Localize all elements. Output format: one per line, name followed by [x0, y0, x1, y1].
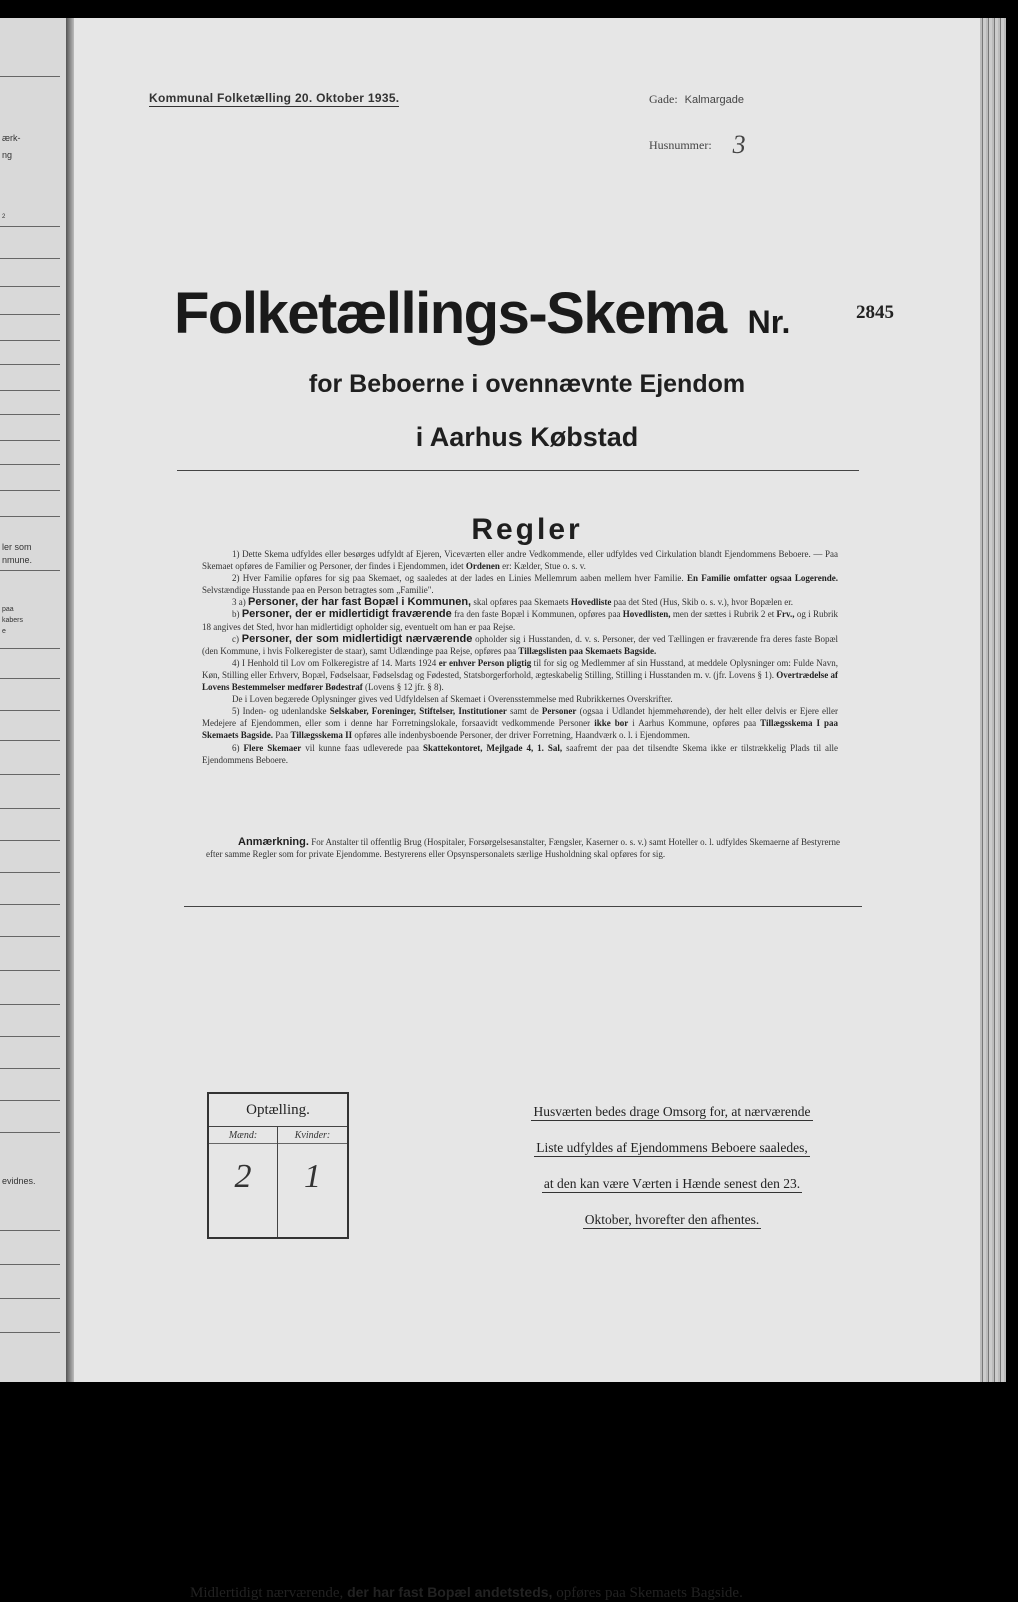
men-label: Mænd:	[209, 1127, 277, 1144]
women-count: 1	[304, 1158, 321, 1195]
rule-5: 5) Inden- og udenlandske Selskaber, Foreninger, Stiftelser, Institutioner samt de Personer (ogsaa i Udlandet hjemmehørende), der helt eller delvis er Ejere eller Medejere af Ejendommen, eller som i denne har Forretningslokale, forsaavidt vedkommende Personer ikke bor i Aarhus Kommune, opføres paa Tillægsskema I paa Skemaets Bagside. Paa Tillægsskema II opføres alle indenbysboende Personer, der driver Forretning, Haandværk o. l. i Ejendommen.	[202, 706, 839, 741]
form-line	[0, 1230, 60, 1231]
form-line	[0, 1100, 60, 1101]
rule-2: 2) Hver Familie opføres for sig paa Skemaet, og saaledes at der lades en Linies Mellemrum aaben mellem hver Familie. En Familie omfatter ogsaa Logerende. Selvstændige Husstande paa en Person betragtes som „Familie".	[202, 573, 838, 596]
book-spine	[66, 18, 74, 1382]
form-line	[0, 516, 60, 517]
street-field	[649, 92, 744, 107]
women-column	[278, 1127, 347, 1237]
notice-line: Oktober, hvorefter den afhentes.	[584, 1212, 760, 1227]
form-title	[174, 280, 790, 347]
form-line	[0, 490, 60, 491]
form-line	[0, 1004, 60, 1005]
left-fragment: 2	[2, 214, 6, 220]
form-line	[0, 678, 60, 679]
rule-3a: 3 a) Personer, der har fast Bopæl i Kommunen, skal opføres paa Skemaets Hovedliste paa det Sted (Hus, Skib o. s. v.), hvor Bopælen er.	[232, 596, 793, 609]
divider	[184, 906, 862, 907]
form-subtitle: for Beboerne i ovennævnte Ejendom	[308, 370, 746, 398]
page-edges	[980, 18, 1006, 1382]
footer-pre: Midlertidigt nærværende,	[190, 1585, 344, 1601]
form-line	[0, 1132, 60, 1133]
notice-line: at den kan være Værten i Hænde senest den 23.	[543, 1176, 801, 1191]
count-box-title: Optælling.	[209, 1094, 347, 1127]
house-number-label: Husnummer:	[649, 138, 712, 152]
form-line	[0, 740, 60, 741]
form-line	[0, 840, 60, 841]
form-line	[0, 1332, 60, 1333]
form-line	[0, 314, 60, 315]
adjacent-left-page	[0, 18, 66, 1382]
form-line	[0, 390, 60, 391]
form-line	[0, 904, 60, 905]
form-line	[0, 936, 60, 937]
form-line	[0, 1036, 60, 1037]
divider	[177, 470, 859, 471]
form-line	[0, 872, 60, 873]
note-body: For Anstalter til offentlig Brug (Hospitaler, Forsørgelsesanstalter, Fængsler, Kaserner o. s. v.) samt Hoteller o. l. udfyldes Skemaerne af Bestyrerne efter samme Regler som for private Ejendomme. Bestyrerens eller Opsynspersonalets særlige Husholdning skal opføres for sig.	[206, 837, 841, 860]
form-line	[0, 414, 60, 415]
form-line	[0, 464, 60, 465]
street-value: Kalmargade	[684, 94, 744, 106]
left-fragment: ærk-	[2, 133, 21, 143]
left-fragment: evidnes.	[2, 1176, 36, 1186]
left-fragment: ng	[2, 150, 13, 160]
form-line	[0, 1068, 60, 1069]
count-box	[207, 1092, 349, 1239]
form-line	[0, 258, 60, 259]
house-number-value: 3	[732, 130, 746, 159]
left-fragment: nmune.	[2, 555, 33, 565]
rules-text	[202, 548, 838, 766]
form-line	[0, 440, 60, 441]
form-line	[0, 808, 60, 809]
left-fragment: e	[2, 628, 6, 635]
nr-label: Nr.	[747, 304, 791, 340]
form-line	[0, 1298, 60, 1299]
left-fragment: ler som	[2, 542, 32, 552]
footer-post: opføres paa Skemaets Bagside.	[556, 1585, 743, 1601]
rule-4-continued: De i Loven begærede Oplysninger gives ved Udfyldelsen af Skemaet i Overensstemmelse med Rubrikkernes Overskrifter.	[232, 694, 673, 705]
rule-1: 1) Dette Skema udfyldes eller besørges udfyldt af Ejeren, Viceværten eller andre Vedkommende, eller udfyldes ved Cirkulation blandt Ejendommens Beboere. — Paa Skemaet opføres de Familier og Personer, der findes i Ejendommen, idet Ordenen er: Kælder, Stue o. s. v.	[202, 549, 838, 572]
street-label: Gade:	[649, 92, 678, 106]
form-line	[0, 340, 60, 341]
form-title-main: Folketællings-Skema	[174, 281, 726, 346]
footer-bold: der har fast Bopæl andetsteds,	[347, 1584, 553, 1600]
form-number: 2845	[856, 302, 894, 323]
note-heading: Anmærkning.	[238, 836, 309, 848]
rule-3b: b) Personer, der er midlertidigt fraværende fra den faste Bopæl i Kommunen, opføres paa Hovedlisten, men der sættes i Rubrik 2 et Frv., og i Rubrik 18 angives det Sted, hvor han midlertidigt opholder sig, eventuelt om han er paa Rejse.	[202, 608, 838, 632]
form-line	[0, 648, 60, 649]
rule-6: 6) Flere Skemaer vil kunne faas udleverede paa Skattekontoret, Mejlgade 4, 1. Sal, saafremt der paa det tilsendte Skema ikke er tilstrækkelig Plads til alle Ejendommens Beboere.	[202, 742, 839, 765]
footer-instruction	[190, 1584, 743, 1602]
landlord-notice	[502, 1094, 842, 1238]
men-column	[209, 1127, 278, 1237]
census-title: Kommunal Folketælling 20. Oktober 1935.	[149, 91, 400, 105]
form-line	[0, 76, 60, 77]
women-label: Kvinder:	[278, 1127, 347, 1144]
form-line	[0, 364, 60, 365]
form-line	[0, 970, 60, 971]
left-fragment: kabers	[2, 617, 24, 624]
form-line	[0, 710, 60, 711]
census-form-page	[74, 18, 980, 1601]
rule-4: 4) I Henhold til Lov om Folkeregistre af 14. Marts 1924 er enhver Person pligtig til for sig og Medlemmer af sin Husstand, at meddele Oplysninger om: Fulde Navn, Køn, Stilling eller Erhverv, Bopæl, Fødselsaar, Fødselsdag og Fødested, Statsborgerforhold, ægteskabelig Stilling, Stilling i Husstanden m. v. (jfr. Lovens § 1). Overtrædelse af Lovens Bestemmelser medfører Bødestraf (Lovens § 12 jfr. § 8).	[202, 657, 838, 693]
form-line	[0, 570, 60, 571]
rules-heading: Regler	[471, 513, 583, 546]
men-count: 2	[234, 1158, 252, 1195]
notice-line: Husværten bedes drage Omsorg for, at nærværende	[533, 1104, 811, 1119]
form-line	[0, 1264, 60, 1265]
form-location: i Aarhus Købstad	[415, 422, 639, 452]
form-line	[0, 774, 60, 775]
note-text	[206, 836, 840, 861]
left-fragment: paa	[2, 606, 14, 613]
form-line	[0, 286, 60, 287]
form-line	[0, 226, 60, 227]
notice-line: Liste udfyldes af Ejendommens Beboere saaledes,	[536, 1140, 808, 1155]
rule-3c: c) Personer, der som midlertidigt nærværende opholder sig i Husstanden, d. v. s. Personer, der ved Tællingen er fraværende fra deres faste Bopæl (den Kommune, i hvis Folkeregister de staar), samt Udlændinge paa Rejse, opføres paa Tillægslisten paa Skemaets Bagside.	[202, 632, 839, 656]
house-number-field	[649, 126, 746, 159]
